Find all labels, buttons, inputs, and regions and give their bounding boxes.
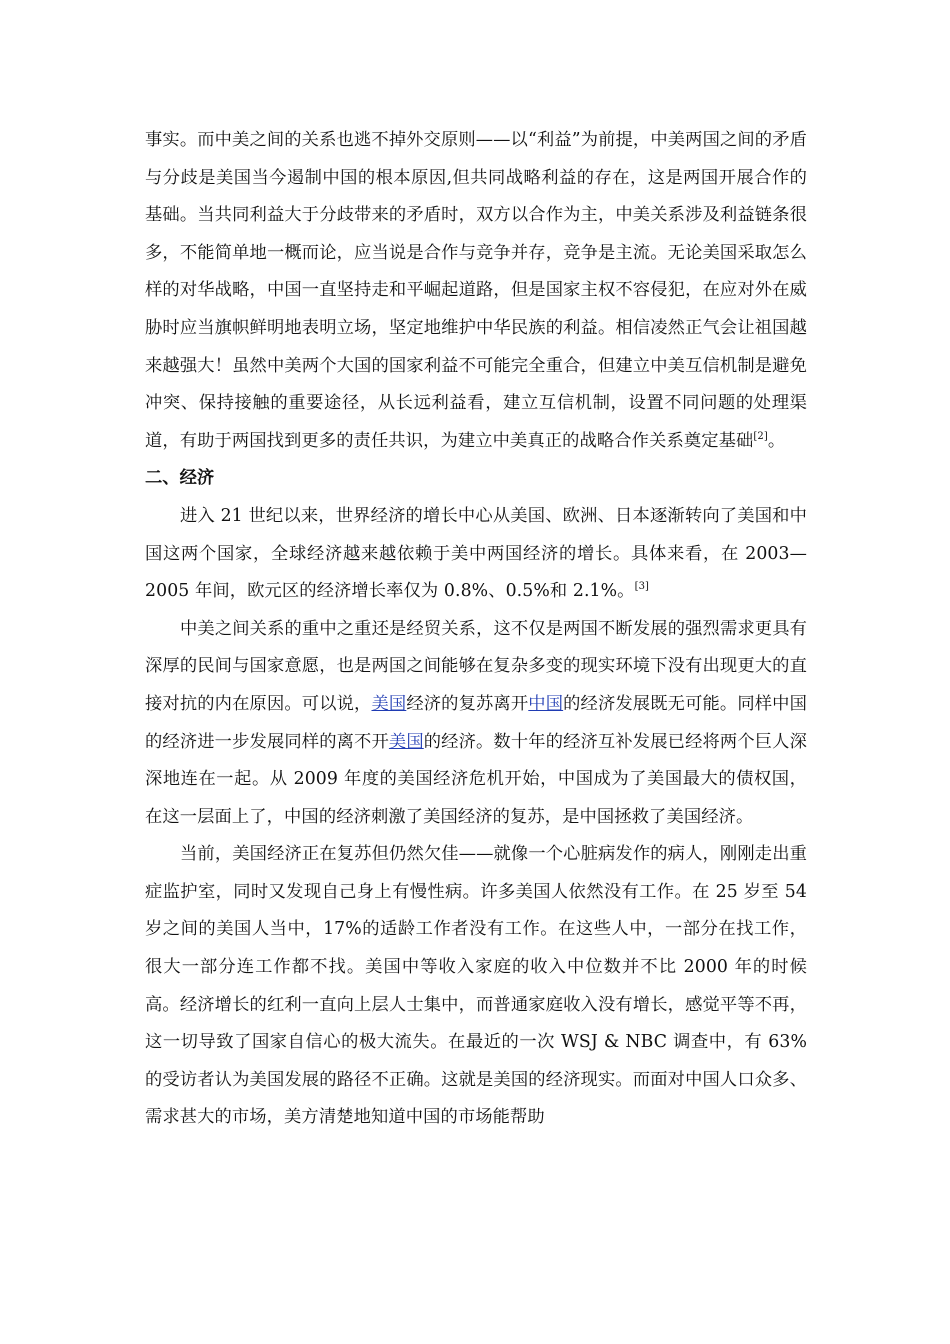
paragraph-relations-summary — [145, 122, 807, 460]
citation-ref[interactable]: [2] — [753, 430, 768, 442]
paragraph-tail: 。 — [767, 430, 786, 451]
section-heading-economy: 二、经济 — [145, 468, 215, 489]
document-page — [145, 122, 807, 1137]
paragraph-text: 的经济。数十年的经济互补发展已经将两个巨人深深地连在一起。从 2009 年度的美国经济危机开始，中国成为了美国最大的债权国，在这一层面上了，中国的经济刺激了美国经济的复苏，是中国拯救了美国经济。 — [145, 731, 807, 827]
paragraph-growth-center — [145, 498, 807, 611]
paragraph-us-economy-status — [145, 836, 807, 1137]
citation-ref[interactable]: [3] — [634, 581, 650, 593]
link-usa[interactable]: 美国 — [371, 693, 407, 714]
paragraph-text: 当前，美国经济正在复苏但仍然欠佳——就像一个心脏病发作的病人，刚刚走出重症监护室，同时又发现自己身上有慢性病。许多美国人依然没有工作。在 25 岁至 54 岁之间的美国人当中，17%的适龄工作者没有工作。在这些人中，一部分在找工作，很大一部分连工作都不找。美国中等收入家庭的收入中位数并不比 2000 年的时候高。经济增长的红利一直向上层人士集中，而普通家庭收入没有增长，感觉平等不再，这一切导致了国家自信心的极大流失。在最近的一次 WSJ & NBC 调查中，有 63%的受访者认为美国发展的路径不正确。这就是美国的经济现实。而面对中国人口众多、需求甚大的市场，美方清楚地知道中国的市场能帮助 — [145, 844, 807, 1128]
paragraph-text: 经济的复苏离开 — [406, 693, 529, 714]
paragraph-text: 中美之间关系的重中之重还是经贸关系，这不仅是两国不断发展的强烈需求更具有深厚的民间与国家意愿，也是两国之间能够在复杂多变的现实环境下没有出现更大的直接对抗的内在原因。可以说， — [145, 618, 807, 714]
paragraph-trade-relations — [145, 611, 807, 837]
link-china[interactable]: 中国 — [528, 693, 564, 714]
paragraph-text: 事实。而中美之间的关系也逃不掉外交原则——以“利益”为前提，中美两国之间的矛盾与分歧是美国当今遏制中国的根本原因,但共同战略利益的存在，这是两国开展合作的基础。当共同利益大于分歧带来的矛盾时，双方以合作为主，中美关系涉及利益链条很多，不能简单地一概而论，应当说是合作与竞争并存，竞争是主流。无论美国采取怎么样的对华战略，中国一直坚持走和平崛起道路，但是国家主权不容侵犯，在应对外在威胁时应当旗帜鲜明地表明立场，坚定地维护中华民族的利益。相信凌然正气会让祖国越来越强大！虽然中美两个大国的国家利益不可能完全重合，但建立中美互信机制是避免冲突、保持接触的重要途径，从长远利益看，建立互信机制，设置不同问题的处理渠道，有助于两国找到更多的责任共识，为建立中美真正的战略合作关系奠定基础 — [145, 130, 807, 451]
link-usa[interactable]: 美国 — [388, 731, 424, 752]
paragraph-text: 的经济发展既无可能。同样中国的经济进一步发展同样的离不开 — [145, 693, 807, 752]
paragraph-text: 进入 21 世纪以来，世界经济的增长中心从美国、欧洲、日本逐渐转向了美国和中国这两个国家，全球经济越来越依赖于美中两国经济的增长。具体来看，在 2003—2005 年间，欧元区的经济增长率仅为 0.8%、0.5%和 2.1%。 — [145, 505, 807, 602]
